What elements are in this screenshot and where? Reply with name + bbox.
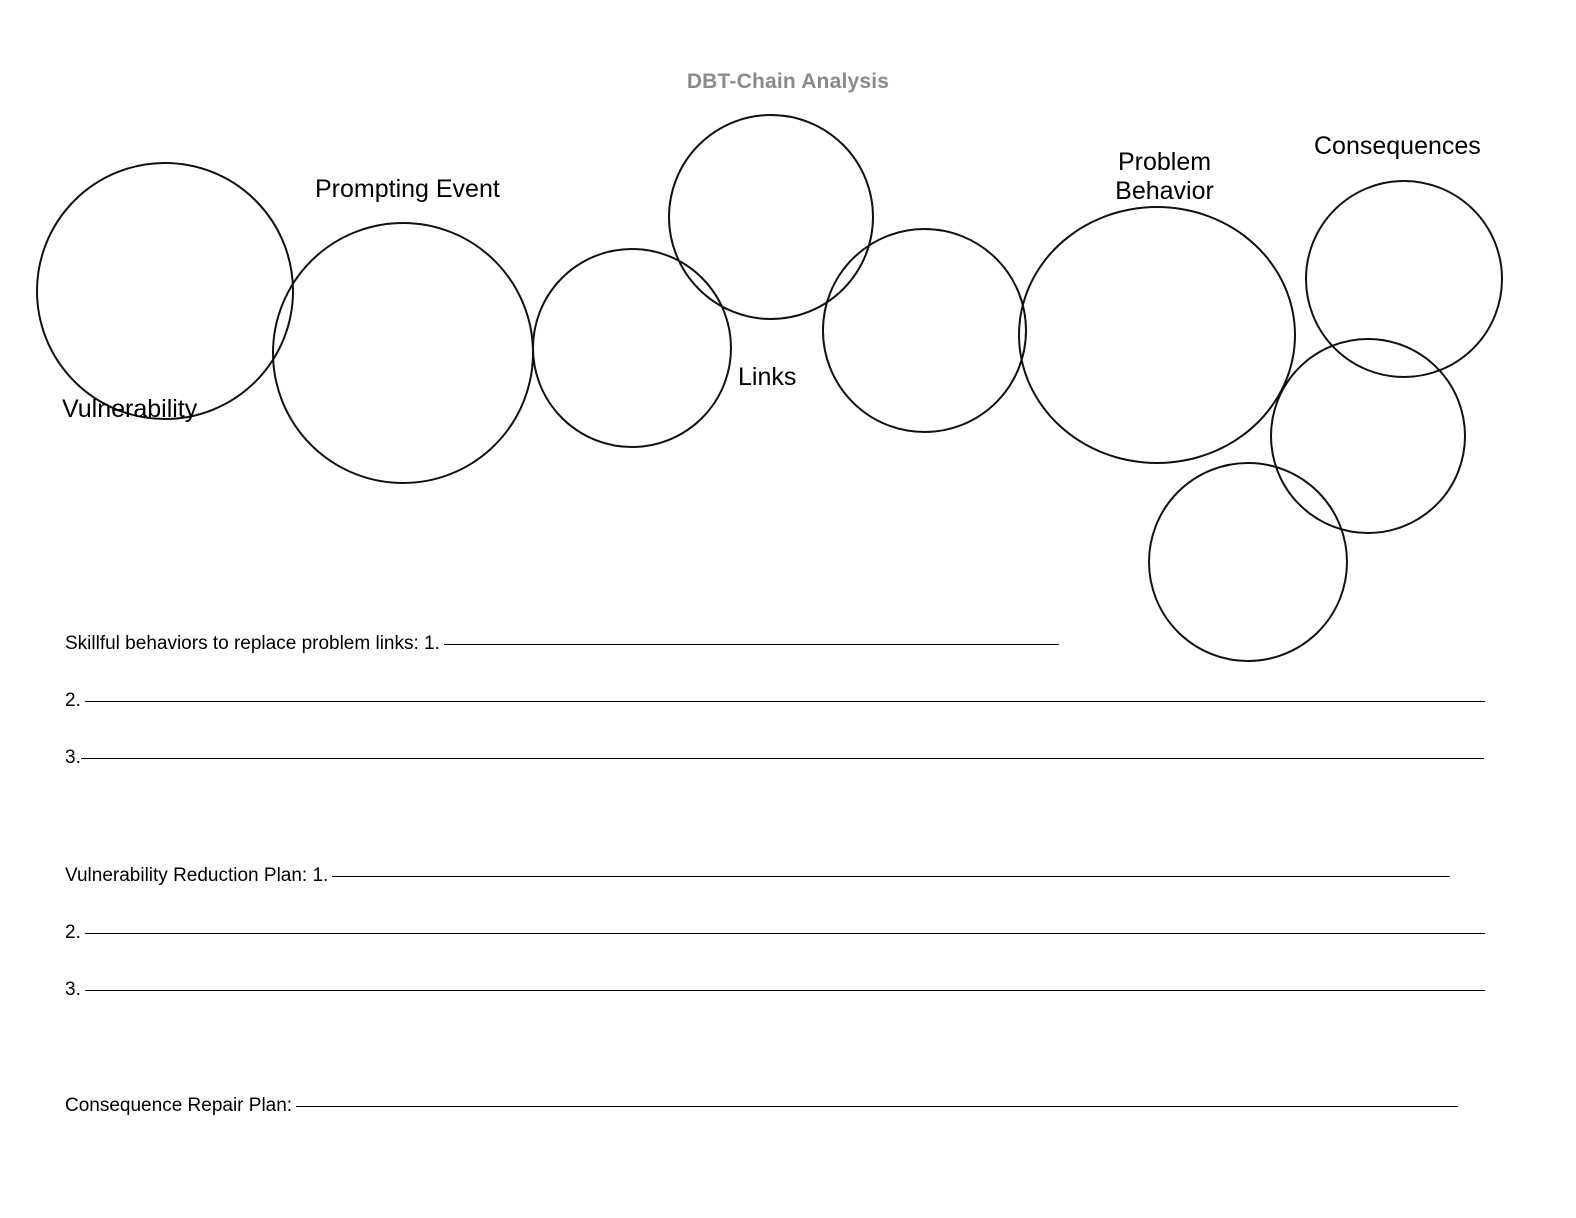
label-vulnerability: Vulnerability <box>62 395 198 423</box>
label-prompting-event: Prompting Event <box>315 175 500 203</box>
vulnerability-plan-input-1[interactable] <box>332 875 1450 877</box>
skillful-behaviors-input-1[interactable] <box>444 643 1059 645</box>
vulnerability-plan-input-3[interactable] <box>85 989 1485 991</box>
label-problem-behavior <box>1102 148 1227 206</box>
vulnerability-plan-row-1 <box>65 865 1450 887</box>
link-circle-3 <box>822 228 1027 433</box>
skillful-behaviors-label: Skillful behaviors to replace problem links: 1. <box>65 633 440 654</box>
skillful-behaviors-row-3 <box>65 747 1484 769</box>
vulnerability-plan-row-3 <box>65 979 1485 1001</box>
skillful-behaviors-row-1 <box>65 633 1059 655</box>
vulnerability-plan-item3-label: 3. <box>65 979 81 1000</box>
consequence-repair-label: Consequence Repair Plan: <box>65 1095 293 1116</box>
link-circle-1 <box>532 248 732 448</box>
consequence-circle-1 <box>1305 180 1503 378</box>
vulnerability-circle <box>36 162 294 420</box>
consequence-circle-3 <box>1148 462 1348 662</box>
label-problem-behavior-line2: Behavior <box>1115 176 1214 205</box>
vulnerability-plan-row-2 <box>65 922 1485 944</box>
page-title: DBT-Chain Analysis <box>686 70 890 93</box>
consequence-repair-input[interactable] <box>296 1105 1458 1107</box>
skillful-behaviors-item3-label: 3. <box>65 747 81 768</box>
skillful-behaviors-input-2[interactable] <box>85 700 1485 702</box>
prompting-event-circle <box>272 222 534 484</box>
skillful-behaviors-input-3[interactable] <box>81 757 1484 759</box>
skillful-behaviors-item2-label: 2. <box>65 690 81 711</box>
vulnerability-plan-input-2[interactable] <box>85 932 1485 934</box>
link-circle-2 <box>668 114 874 320</box>
label-problem-behavior-line1: Problem <box>1117 148 1212 176</box>
consequence-repair-row <box>65 1095 1458 1117</box>
vulnerability-plan-label: Vulnerability Reduction Plan: 1. <box>65 865 329 886</box>
label-links: Links <box>738 363 797 391</box>
problem-behavior-circle <box>1018 206 1296 464</box>
skillful-behaviors-row-2 <box>65 690 1485 712</box>
consequence-circle-2 <box>1270 338 1466 534</box>
vulnerability-plan-item2-label: 2. <box>65 922 81 943</box>
label-consequences: Consequences <box>1314 132 1481 160</box>
